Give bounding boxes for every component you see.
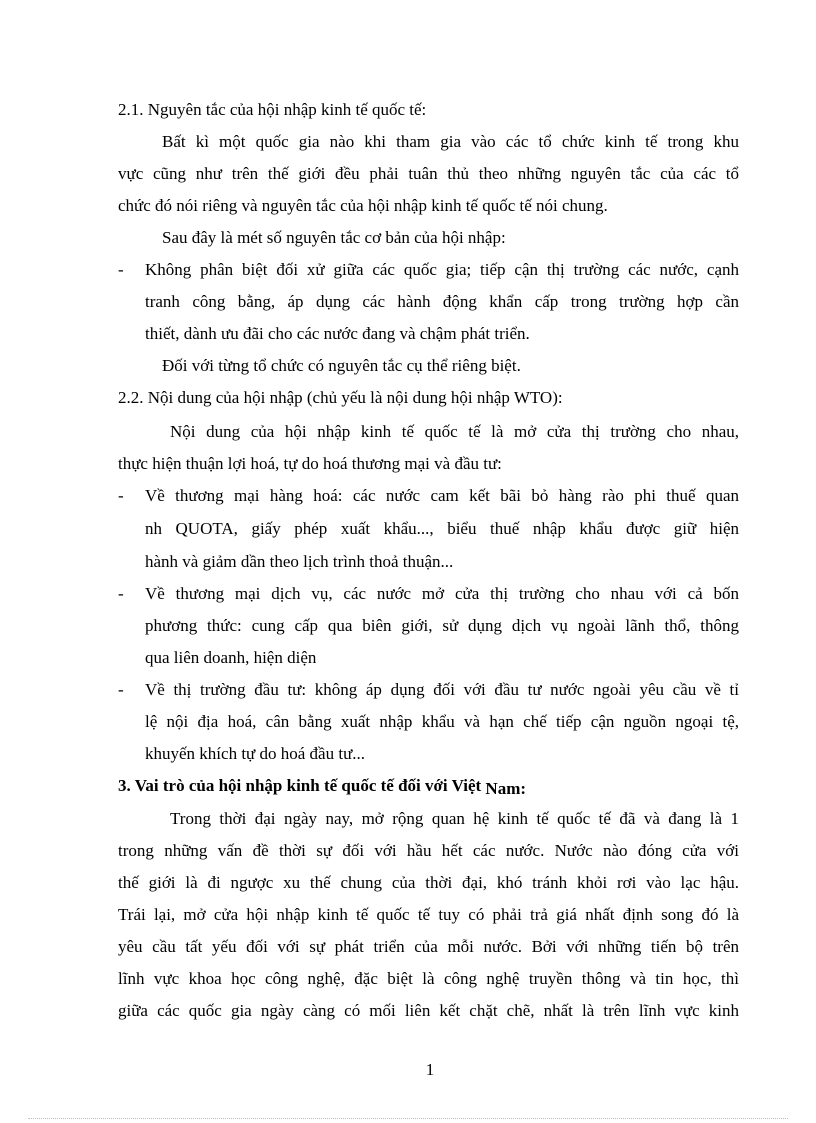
bullet-line: thiết, dành ưu đãi cho các nước đang và chậm phát triển.	[145, 324, 530, 343]
bullet-line: phương thức: cung cấp qua biên giới, sử dụng dịch vụ ngoài lãnh thổ, thông	[145, 616, 739, 635]
paragraph-line: chức đó nói riêng và nguyên tắc của hội nhập kinh tế quốc tế nói chung.	[118, 196, 608, 215]
paragraph-line: thế giới là đi ngược xu thế chung của thời đại, khó tránh khỏi rơi vào lạc hậu.	[118, 873, 739, 892]
bullet-marker: -	[118, 486, 124, 505]
bullet-line: qua liên doanh, hiện diện	[145, 648, 317, 667]
paragraph-line: thực hiện thuận lợi hoá, tự do hoá thương mại và đầu tư:	[118, 454, 502, 473]
bullet-line: Về thương mại hàng hoá: các nước cam kết bãi bỏ hàng rào phi thuế quan	[145, 486, 739, 505]
paragraph-line: trong những vấn đề thời sự đối với hầu hết các nước. Nước nào đóng cửa với	[118, 841, 739, 860]
bullet-line: Về thị trường đầu tư: không áp dụng đối với đầu tư nước ngoài yêu cầu về tỉ	[145, 680, 739, 699]
bullet-line: Không phân biệt đối xử giữa các quốc gia; tiếp cận thị trường các nước, cạnh	[145, 260, 739, 279]
bullet-marker: -	[118, 584, 124, 603]
paragraph-line: giữa các quốc gia ngày càng có mối liên kết chặt chẽ, nhất là trên lĩnh vực kinh	[118, 1001, 739, 1020]
bullet-line: khuyến khích tự do hoá đầu tư...	[145, 744, 366, 763]
bullet-line: lệ nội địa hoá, cân bằng xuất nhập khẩu và hạn chế tiếp cận nguồn ngoại tệ,	[145, 712, 739, 731]
section-2-1-heading: 2.1. Nguyên tắc của hội nhập kinh tế quốc tế:	[118, 100, 427, 119]
paragraph-line: Đối với từng tổ chức có nguyên tắc cụ thể riêng biệt.	[162, 356, 521, 375]
bullet-line: hành và giảm dần theo lịch trình thoả thuận...	[145, 552, 454, 571]
section-3-heading-text: 3. Vai trò của hội nhập kinh tế quốc tế đối với Việt	[118, 776, 482, 795]
paragraph-line: vực cũng như trên thế giới đều phải tuân thủ theo những nguyên tắc của các tổ	[118, 164, 739, 183]
paragraph-line: Sau đây là mét số nguyên tắc cơ bản của hội nhập:	[162, 228, 506, 247]
paragraph-line: Trái lại, mở cửa hội nhập kinh tế quốc tế tuy có phải trả giá nhất định song đó là	[118, 905, 739, 924]
paragraph-line: lĩnh vực khoa học công nghệ, đặc biệt là công nghệ truyền thông và tin học, thì	[118, 969, 739, 988]
paragraph-line: Bất kì một quốc gia nào khi tham gia vào các tổ chức kinh tế trong khu	[162, 132, 739, 151]
paragraph-line: yêu cầu tất yếu đối với sự phát triển của mỗi nước. Bởi với những tiến bộ trên	[118, 937, 739, 956]
bullet-line: tranh công bằng, áp dụng các hành động khẩn cấp trong trường hợp cần	[145, 292, 739, 311]
bullet-marker: -	[118, 260, 124, 279]
footer-dotted-rule	[28, 1118, 788, 1119]
bullet-marker: -	[118, 680, 124, 699]
paragraph-line: Nội dung của hội nhập kinh tế quốc tế là mở cửa thị trường cho nhau,	[170, 422, 739, 441]
bullet-line: nh QUOTA, giấy phép xuất khẩu..., biểu thuế nhập khẩu được giữ hiện	[145, 519, 739, 538]
section-3-heading	[118, 776, 526, 796]
bullet-line: Về thương mại dịch vụ, các nước mở cửa thị trường cho nhau với cả bốn	[145, 584, 739, 603]
section-2-2-heading: 2.2. Nội dung của hội nhập (chủ yếu là nội dung hội nhập WTO):	[118, 388, 563, 407]
page-number: 1	[425, 1060, 435, 1079]
section-3-heading-tail: Nam:	[485, 779, 527, 798]
paragraph-line: Trong thời đại ngày nay, mở rộng quan hệ kinh tế quốc tế đã và đang là 1	[170, 809, 739, 828]
